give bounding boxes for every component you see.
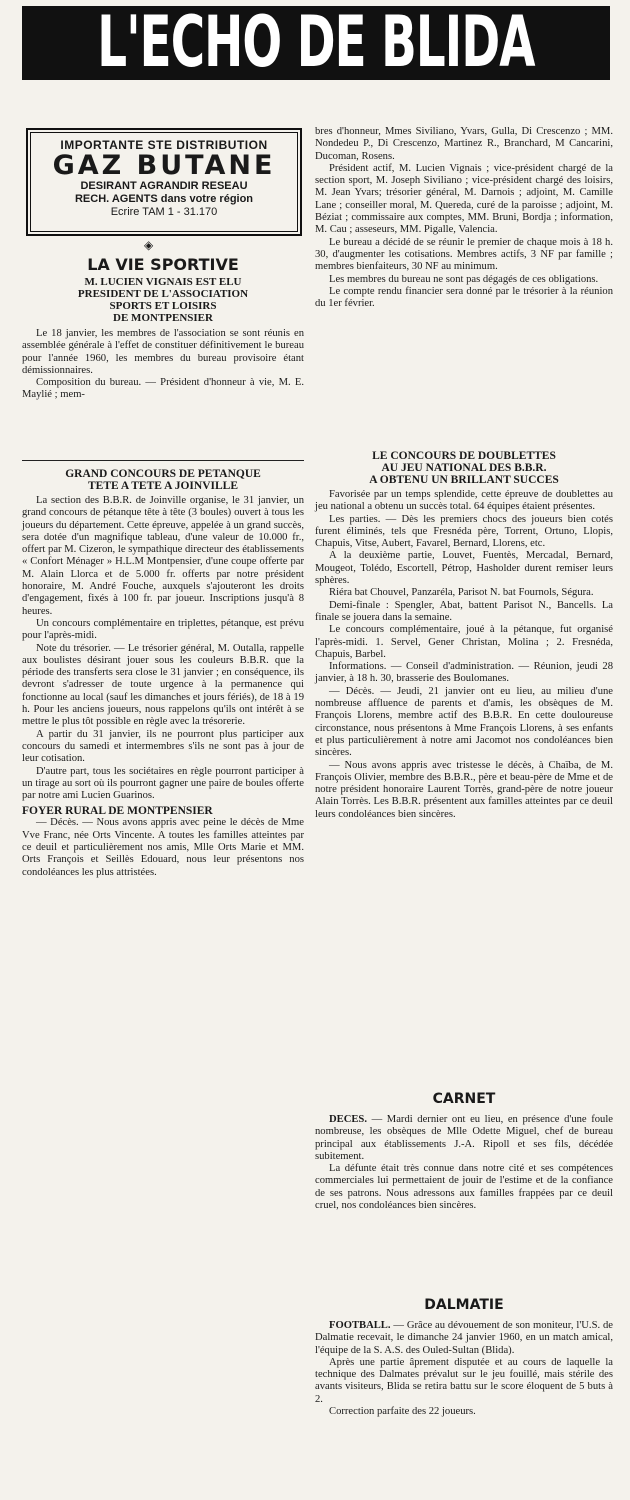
petanque-paragraph: A partir du 31 janvier, ils ne pourront plus participer aux concours du samedi et intermembres s'ils ne sont pas à jour de leur cotisation. (22, 728, 304, 765)
dalmatie-paragraph: Après une partie âprement disputée et au cours de laquelle la technique des Dalmates prévalut sur le jeu fouillé, mais stérile des avants visiteurs, Blida se retira battu sur le score éloquent de 5 buts à 2. (315, 1356, 613, 1405)
dalmatie-paragraph: Correction parfaite des 22 joueurs. (329, 1406, 476, 1418)
ornament-icon: ◈ (144, 238, 154, 252)
petanque-title-1: GRAND CONCOURS DE PETANQUE (65, 468, 261, 480)
doublettes-title-1: LE CONCOURS DE DOUBLETTES (372, 450, 556, 462)
vie-sportive-continued (315, 126, 613, 310)
doublettes-paragraph: — Décès. — Jeudi, 21 janvier ont eu lieu, au milieu d'une nombreuse affluence de parents et d'amis, les obsèques de M. François Llorens, membre actif des B.B.R. En cette douloureuse circonstance, nous présentons à Mme François Llorens, à ses enfants et plus particulièrement à notre ami Jacomot nos condoléances bien sincères. (315, 685, 613, 759)
ad-line-5: Ecrire TAM 1 - 31.170 (110, 206, 218, 218)
petanque-paragraph: La section des B.B.R. de Joinville organise, le 31 janvier, un grand concours de pétanque tête à tête (3 boules) ouvert à tous les joueurs du département. Cette épreuve, appelée à un grand succès, sera dotée d'un magnifique tableau, d'une valeur de 10.000 fr., offert par M. Cizeron, le sympathique directeur des établissements « Confort Ménager » H.L.M Montpensier, d'une coupe offerte par M. Alain Llorca et de 5.000 fr. offerts par notre président honoraire, M. André Fouche, auxquels s'ajouteront les droits d'engagement, fixés à 100 fr. par joueur. Inscriptions jusqu'à 8 heures. (22, 495, 304, 617)
dalmatie-title: DALMATIE (424, 1297, 504, 1313)
vie-sportive-subtitle-3: SPORTS ET LOISIRS (109, 300, 217, 312)
doublettes-paragraph: A la deuxième partie, Louvet, Fuentès, Mercadal, Bernard, Mougeot, Tolédo, Escortell, Pétrop, Hasholder durent remiser leurs sphères. (315, 550, 613, 587)
dalmatie-article (315, 1296, 613, 1418)
doublettes-paragraph: Riéra bat Chouvel, Panzaréla, Parisot N. bat Fournols, Ségura. (329, 587, 594, 599)
petanque-paragraph: Un concours complémentaire en triplettes, pétanque, est prévu pour l'après-midi. (22, 617, 304, 642)
petanque-paragraph: D'autre part, tous les sociétaires en règle pourront participer à un tirage au sort où ils pourront gagner une paire de boules offerte par notre ami Lucien Guarinos. (22, 765, 304, 802)
ad-line-2: GAZ BUTANE (52, 150, 276, 181)
doublettes-title-3: A OBTENU UN BRILLANT SUCCES (369, 474, 559, 486)
doublettes-title-2: AU JEU NATIONAL DES B.B.R. (381, 462, 547, 474)
doublettes-paragraph: Le concours complémentaire, joué à la pétanque, fut organisé l'après-midi. 1. Servel, Gener Christan, Molina ; 2. Fresnéda, Chapuis, Barbel. (315, 624, 613, 660)
vie-sportive-paragraph: Le bureau a décidé de se réunir le premier de chaque mois à 18 h. 30, d'augmenter les cotisations. Membres actifs, 3 NF par famille ; membres bienfaiteurs, 30 NF au minimum. (315, 236, 613, 273)
carnet-title: CARNET (432, 1091, 496, 1107)
dalmatie-paragraph: — Grâce au dévouement de son moniteur, l'U.S. de Dalmatie recevait, le dimanche 24 janvier 1960, en un match amical, l'équipe de la S. A.S. des Ouled-Sultan (Blida). (315, 1320, 613, 1356)
carnet-paragraph: La défunte était très connue dans notre cité et ses compétences commerciales lui permettaient de jouir de l'estime et de la confiance de ses patrons. Nous adressons aux familles frappées par ce deuil cruel, nos condoléances bien sincères. (315, 1163, 613, 1212)
doublettes-article (315, 450, 613, 821)
doublettes-paragraph: Les parties. — Dès les premiers chocs des joueurs bien cotés furent éliminés, tels que Fresnéda père, Torrent, Ortuno, Llopis, Chapuis, Vitse, Aubert, Favarel, Bernard, Llorens, etc. (315, 513, 613, 550)
ad-line-1: IMPORTANTE STE DISTRIBUTION (60, 138, 268, 152)
doublettes-paragraph: — Nous avons appris avec tristesse le décès, à Chaïba, de M. François Olivier, membre des B.B.R., père et beau-père de Mme et de notre président honoraire Laurent Torrès, grand-père de notre joueur Alain Torrès. Les B.B.R. présentent aux familles atteintes par ce deuil leurs condoléances bien sincères. (315, 759, 613, 820)
carnet-paragraph: — Mardi dernier ont eu lieu, en présence d'une foule nombreuse, les obsèques de Mlle Odette Miguel, chef de bureau principal aux établissements J.-A. Ripoll et ses fils, décédée subitement. (315, 1114, 613, 1162)
vie-sportive-subtitle-4: DE MONTPENSIER (113, 312, 213, 324)
vie-sportive-paragraph: Le compte rendu financier sera donné par le trésorier à la réunion du 1er février. (315, 285, 613, 310)
carnet-lead: DECES. (329, 1114, 367, 1125)
ad-line-3: DESIRANT AGRANDIR RESEAU (80, 180, 248, 192)
doublettes-paragraph: Favorisée par un temps splendide, cette épreuve de doublettes au jeu national a obtenu un succès total. 64 équipes étaient présentes. (315, 489, 613, 513)
vie-sportive-paragraph: Composition du bureau. — Président d'honneur à vie, M. E. Maylié ; mem- (22, 377, 304, 401)
dalmatie-lead: FOOTBALL. (329, 1320, 391, 1331)
petanque-paragraph: Note du trésorier. — Le trésorier général, M. Outalla, rappelle aux boulistes désirant jouer sous les couleurs B.B.R. que la période des transferts sera close le 31 janvier ; en conséquence, ils devront s'adresser de toute urgence à la permanence qui fonctionne au local (sauf les dimanches et jours fériés), de 18 à 19 h. Pour les anciens joueurs, nous rappelons qu'ils ont intérêt à se mettre le plus tôt possible en règle avec la trésorerie. (22, 642, 304, 728)
ad-line-4: RECH. AGENTS dans votre région (74, 193, 254, 205)
vie-sportive-title: LA VIE SPORTIVE (87, 255, 239, 274)
vie-sportive-subtitle-1: M. LUCIEN VIGNAIS EST ELU (84, 276, 242, 288)
vie-sportive-paragraph: Les membres du bureau ne sont pas dégagés de ces obligations. (329, 273, 599, 285)
foyer-title: FOYER RURAL DE MONTPENSIER (22, 805, 213, 818)
doublettes-paragraph: Informations. — Conseil d'administration. — Réunion, jeudi 28 janvier, à 18 h. 30, brasserie des Boulomanes. (315, 661, 613, 685)
petanque-title-2: TETE A TETE A JOINVILLE (88, 480, 238, 492)
vie-sportive-paragraph: Le 18 janvier, les membres de l'association se sont réunis en assemblée générale à l'effet de constituer définitivement le bureau pour l'année 1960, les membres du bureau provisoire étant démissionnaires. (22, 328, 304, 376)
vie-sportive-subtitle-2: PRESIDENT DE L'ASSOCIATION (77, 288, 249, 300)
doublettes-paragraph: Demi-finale : Spengler, Abat, battent Parisot N., Bancells. La finale se jouera dans la semaine. (315, 599, 613, 623)
vie-sportive-paragraph: Président actif, M. Lucien Vignais ; vice-président chargé de la section sport, M. Joseph Siviliano ; vice-président chargé des loisirs, M. Jean Yvars; trésorier général, M. Darnois ; adjoint, M. Camille Lane ; conseiller moral, M. Quereda, curé de la paroisse ; adjoint, M. Béziat ; commissaire aux comptes, MM. Bruni, Bordja ; information, M. Cau ; asseseurs, MM. Pigalle, Valencia. (315, 162, 613, 236)
gaz-butane-ad (26, 128, 302, 236)
carnet-article (315, 1090, 613, 1212)
foyer-paragraph: — Décès. — Nous avons appris avec peine le décès de Mme Vve Franc, née Orts Vincente. A toutes les familles atteintes par ce deuil et particulièrement nos amis, Mlle Orts Marie et MM. Orts François et Seillès Edouard, nous leur présentons nos condoléances les plus attristées. (22, 817, 304, 878)
masthead-text: L'ECHO DE BLIDA (97, 6, 535, 80)
vie-sportive-article (22, 256, 304, 402)
vie-sportive-paragraph: bres d'honneur, Mmes Siviliano, Yvars, Gulla, Di Crescenzo ; MM. Nondedeu P., Di Crescenzo, Martinez R., Branchard, M Cancarini, Ducoman, Rosens. (315, 126, 613, 162)
divider (22, 460, 304, 461)
masthead-title (22, 6, 610, 80)
petanque-article (22, 468, 304, 879)
